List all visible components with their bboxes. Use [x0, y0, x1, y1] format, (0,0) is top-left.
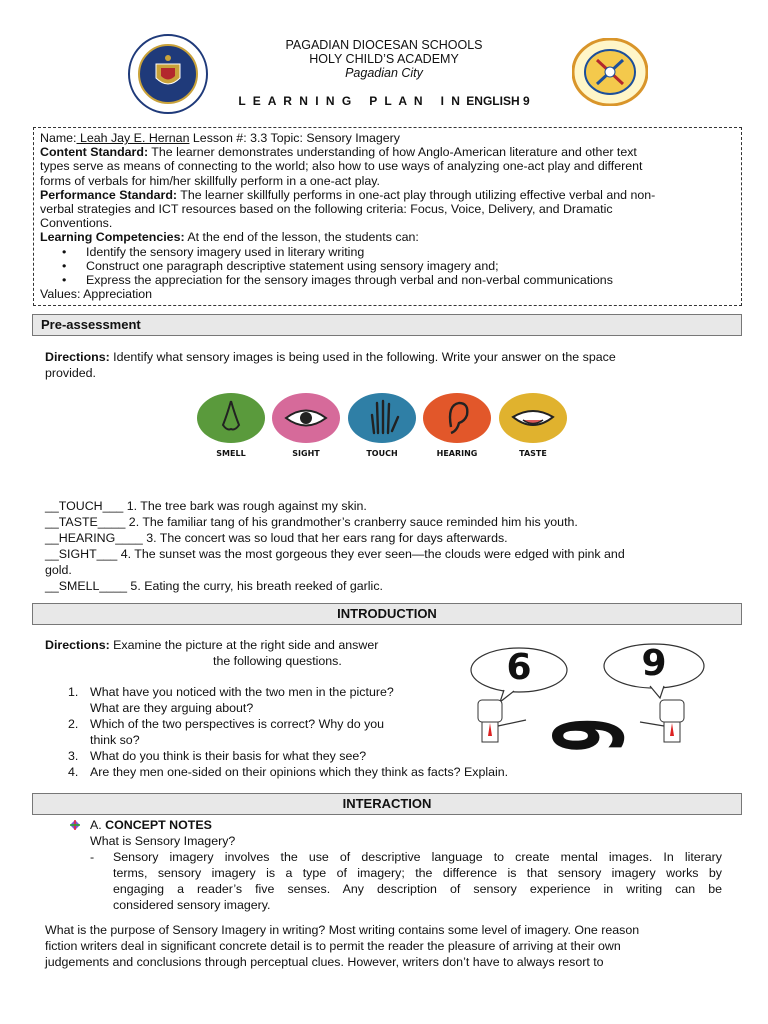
city-name: Pagadian City	[345, 66, 423, 80]
bullet-icon: •	[62, 244, 67, 259]
interaction-title: INTERACTION	[342, 796, 432, 811]
question-number: 1.	[68, 685, 79, 699]
lesson-info-box	[33, 127, 742, 306]
performance-standard-line2: verbal strategies and ICT resources based on the following criteria: Focus, Voice, Delivery, and Dramatic	[40, 202, 613, 217]
introduction-directions-line2: the following questions.	[213, 654, 342, 668]
sense-label-taste: TASTE	[519, 449, 547, 458]
interaction-header	[32, 793, 742, 815]
taste-circle	[499, 393, 567, 443]
teacher-name: Leah Jay E. Hernan	[76, 131, 190, 145]
question-text: Are they men one-sided on their opinions which they think as facts? Explain.	[90, 765, 509, 779]
eye-icon	[272, 393, 340, 443]
plan-title-spaced: L E A R N I N G P L A N I N	[238, 94, 462, 108]
left-bubble-number: 6	[506, 647, 532, 688]
introduction-header	[32, 603, 742, 625]
competency-item	[40, 245, 736, 259]
sense-label-sight: SIGHT	[292, 449, 320, 458]
definition-line: terms, sensory imagery is a type of imagery; the difference is that sensory imagery works by	[113, 866, 722, 880]
preassessment-item: __TOUCH___ 1. The tree bark was rough against my skin.	[45, 499, 367, 513]
bullet-icon: •	[62, 273, 67, 288]
content-standard-label: Content Standard:	[40, 145, 149, 160]
content-standard-text: The learner demonstrates understanding of how Anglo-American literature and other text	[148, 145, 637, 160]
competency-text: Identify the sensory imagery used in literary writing	[86, 244, 365, 259]
perspective-illustration	[464, 640, 719, 755]
name-line	[40, 131, 736, 145]
definition-line: considered sensory imagery.	[113, 898, 271, 912]
lesson-topic: Lesson #: 3.3 Topic: Sensory Imagery	[189, 131, 400, 145]
sense-label-smell: SMELL	[216, 449, 246, 458]
definition-dash: -	[90, 850, 95, 864]
question-number: 3.	[68, 749, 79, 763]
sense-label-touch: TOUCH	[366, 449, 398, 458]
concept-bullet-icon	[69, 819, 81, 831]
question-number: 4.	[68, 765, 79, 779]
definition-line: Sensory imagery involves the use of descriptive language to create mental images. In literary	[113, 850, 722, 864]
concept-notes-label: CONCEPT NOTES	[105, 818, 212, 832]
competency-text: Express the appreciation for the sensory images through verbal and non-verbal communications	[86, 273, 613, 288]
concept-question: What is Sensory Imagery?	[90, 834, 236, 848]
performance-standard	[40, 188, 736, 202]
plan-title	[0, 94, 768, 108]
competency-item	[40, 259, 736, 273]
preassessment-title: Pre-assessment	[41, 317, 141, 332]
introduction-directions	[45, 637, 378, 653]
concept-prefix: A.	[90, 818, 106, 832]
question-text-continued: think so?	[90, 733, 140, 747]
preassessment-directions-line2: provided.	[45, 366, 96, 380]
question-text: What have you noticed with the two men in the picture?	[90, 685, 394, 699]
name-label: Name:	[40, 131, 77, 145]
right-bubble-number: 9	[641, 643, 667, 684]
learning-competencies-label: Learning Competencies:	[40, 230, 185, 245]
question-text: What do you think is their basis for what they see?	[90, 749, 367, 763]
ear-icon	[423, 393, 491, 443]
purpose-line: fiction writers deal in significant concrete detail is to permit the reader the pleasure of arriving at their own	[45, 939, 621, 953]
values-line: Values: Appreciation	[40, 287, 153, 302]
preassessment-item: __SIGHT___ 4. The sunset was the most gorgeous they ever seen—the clouds were edged with pink and	[45, 547, 625, 561]
touch-circle	[348, 393, 416, 443]
learning-competencies-text: At the end of the lesson, the students can:	[184, 230, 419, 245]
directions-text: Identify what sensory images is being used in the following. Write your answer on the space	[109, 350, 616, 364]
smell-circle	[197, 393, 265, 443]
introduction-title: INTRODUCTION	[337, 606, 437, 621]
competency-item	[40, 273, 736, 287]
directions-label: Directions:	[45, 638, 110, 652]
content-standard	[40, 145, 736, 159]
directions-text: Examine the picture at the right side and answer	[109, 638, 379, 652]
purpose-line: What is the purpose of Sensory Imagery in writing? Most writing contains some level of imagery. One reason	[45, 923, 640, 937]
preassessment-directions	[45, 349, 722, 365]
preassessment-item-continued: gold.	[45, 563, 72, 577]
floor-number: 6	[530, 717, 642, 753]
content-standard-line3: forms of verbals for him/her skillfully perform in a one-act play.	[40, 173, 380, 188]
directions-label: Directions:	[45, 350, 110, 364]
nose-icon	[197, 393, 265, 443]
definition-line: engaging a reader’s five senses. Any description of sensory experience in writing can be	[113, 882, 722, 896]
purpose-line: judgements and conclusions through perceptual clues. However, writers don’t have to always resort to	[45, 955, 604, 969]
hand-icon	[348, 393, 416, 443]
bullet-icon: •	[62, 258, 67, 273]
question-number: 2.	[68, 717, 79, 731]
sight-circle	[272, 393, 340, 443]
school-name: PAGADIAN DIOCESAN SCHOOLS	[285, 38, 483, 52]
preassessment-header	[32, 314, 742, 336]
preassessment-item: __TASTE____ 2. The familiar tang of his grandmother’s cranberry sauce reminded him his youth.	[45, 515, 578, 529]
concept-notes-heading	[90, 817, 212, 833]
learning-competencies	[40, 230, 736, 244]
preassessment-item: __SMELL____ 5. Eating the curry, his breath reeked of garlic.	[45, 579, 383, 593]
mouth-icon	[499, 393, 567, 443]
question-text-continued: What are they arguing about?	[90, 701, 254, 715]
sense-label-hearing: HEARING	[436, 449, 478, 458]
competency-text: Construct one paragraph descriptive statement using sensory imagery and;	[86, 258, 499, 273]
hearing-circle	[423, 393, 491, 443]
performance-standard-text: The learner skillfully performs in one-act play through utilizing effective verbal and non-	[177, 187, 656, 202]
academy-name: HOLY CHILD’S ACADEMY	[309, 52, 459, 66]
content-standard-line2: types serve as means of connecting to the world; also how to use ways of analyzing one-act play and different	[40, 159, 643, 174]
plan-subject: ENGLISH 9	[466, 94, 530, 108]
performance-standard-line3: Conventions.	[40, 216, 113, 231]
question-text: Which of the two perspectives is correct? Why do you	[90, 717, 385, 731]
preassessment-item: __HEARING____ 3. The concert was so loud that her ears rang for days afterwards.	[45, 531, 508, 545]
performance-standard-label: Performance Standard:	[40, 187, 178, 202]
